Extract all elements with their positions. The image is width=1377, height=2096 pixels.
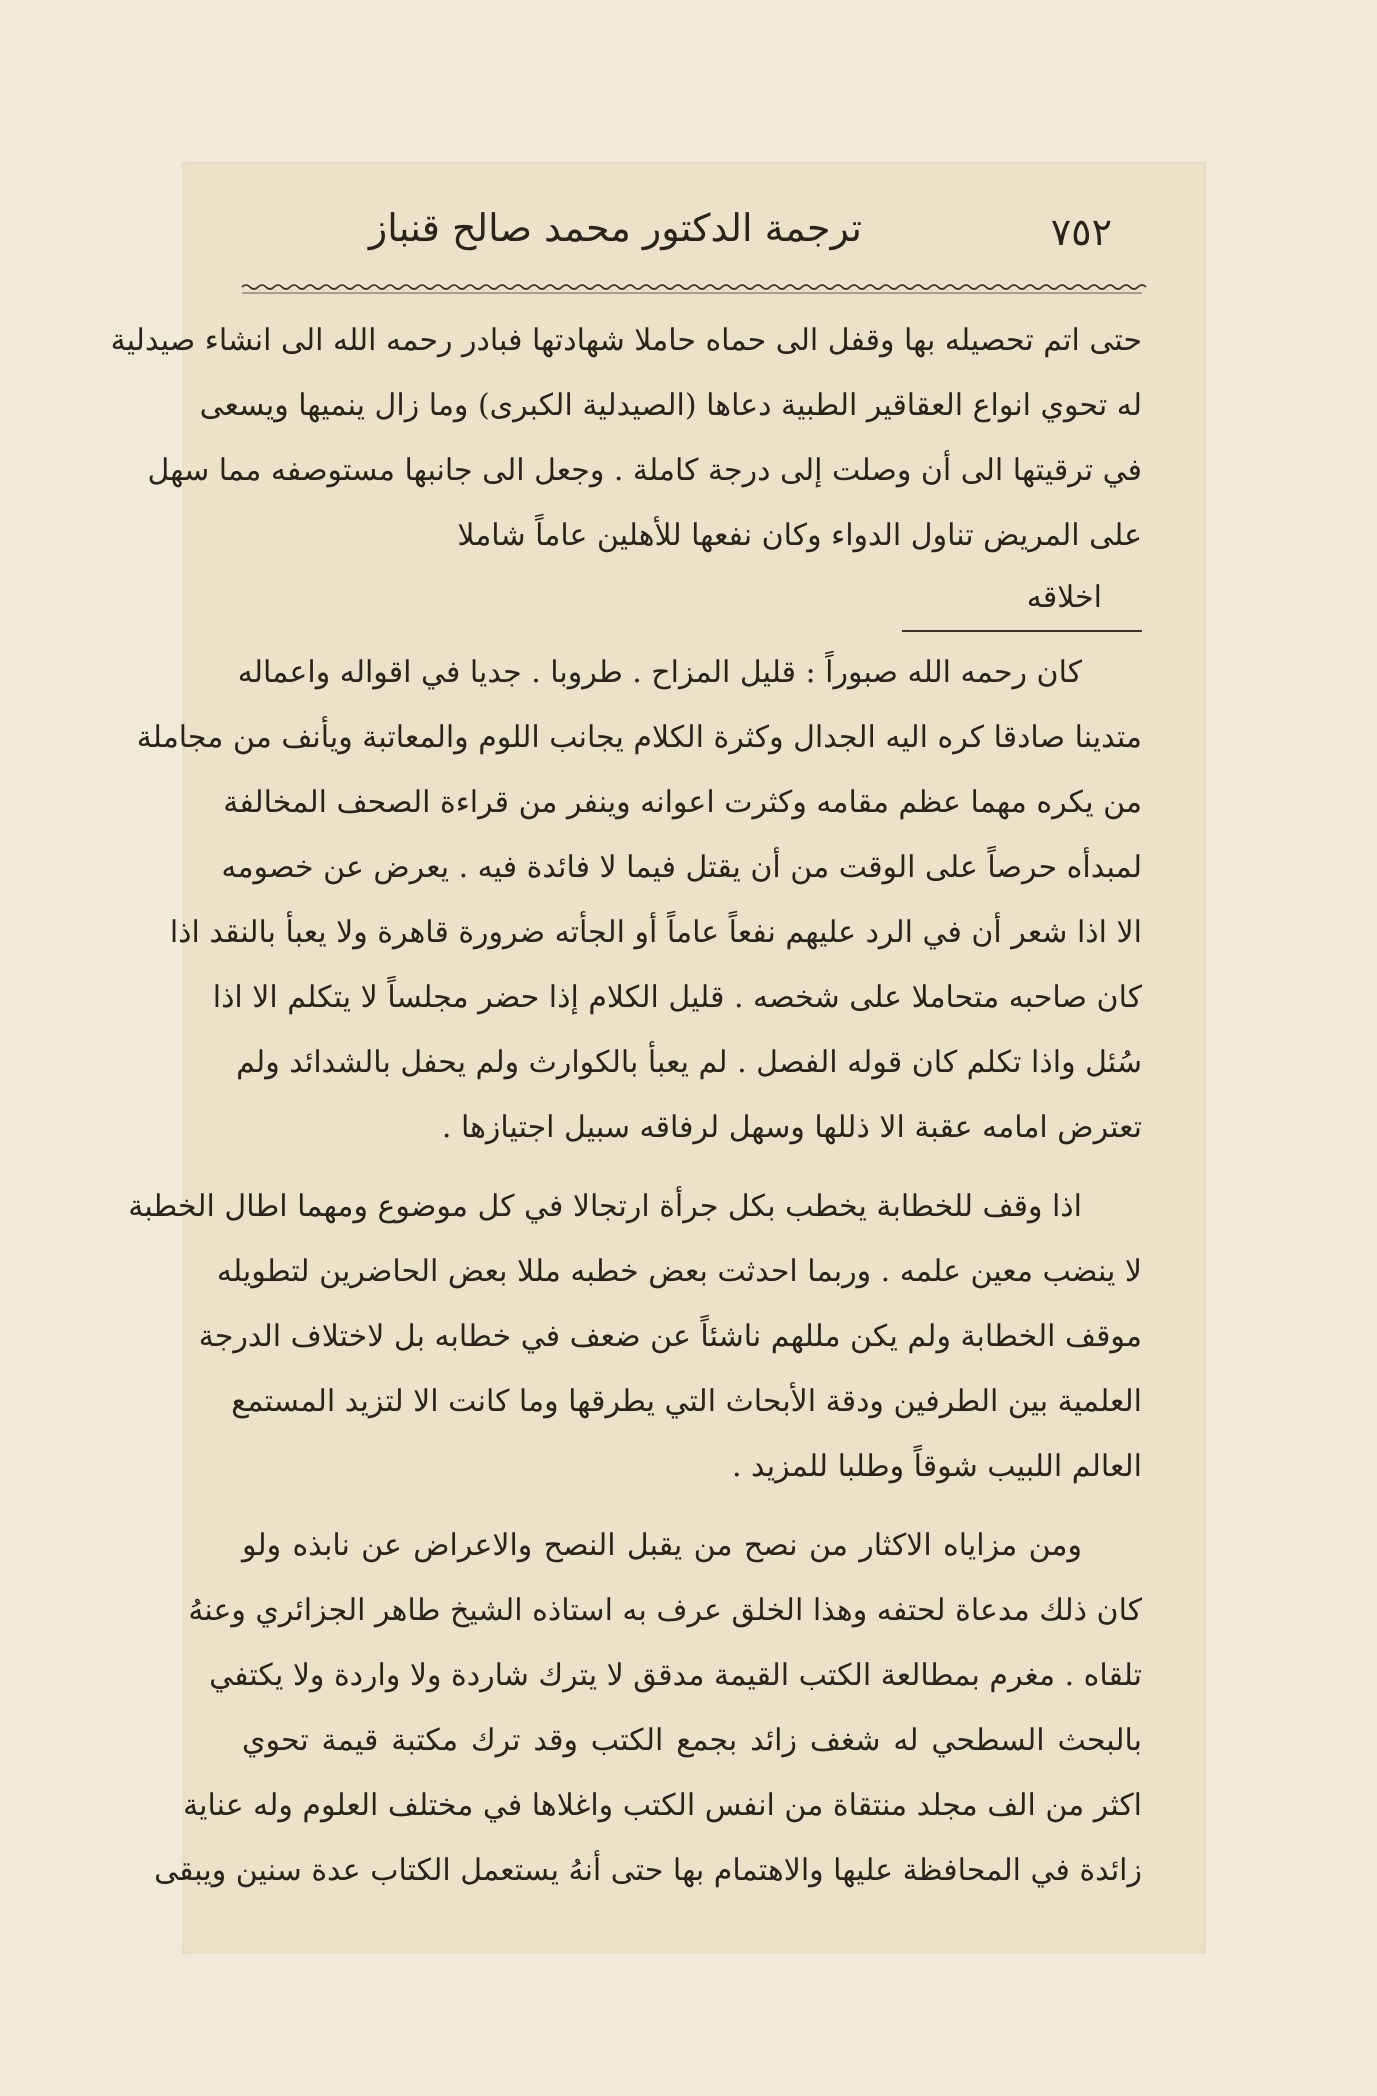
text-line: سُئل واذا تكلم كان قوله الفصل . لم يعبأ بالكوارث ولم يحفل بالشدائد ولم xyxy=(236,1045,1142,1080)
book-page xyxy=(110,162,1206,1954)
text-line: زائدة في المحافظة عليها والاهتمام بها حتى أنهُ يستعمل الكتاب عدة سنين ويبقى xyxy=(154,1853,1142,1888)
text-line: موقف الخطابة ولم يكن مللهم ناشئاً عن ضعف في خطابه بل لاختلاف الدرجة xyxy=(198,1319,1142,1354)
text-line: بالبحث السطحي له شغف زائد بجمع الكتب وقد ترك مكتبة قيمة تحوي xyxy=(242,1723,1142,1758)
text-line: من يكره مهما عظم مقامه وكثرت اعوانه وينفر من قراءة الصحف المخالفة xyxy=(223,785,1142,820)
text-line: لمبدأه حرصاً على الوقت من أن يقتل فيما لا فائدة فيه . يعرض عن خصومه xyxy=(221,850,1142,885)
text-line: العالم اللبيب شوقاً وطلبا للمزيد . xyxy=(731,1449,1142,1484)
text-line: كان ذلك مدعاة لحتفه وهذا الخلق عرف به استاذه الشيخ طاهر الجزائري وعنهُ xyxy=(188,1593,1142,1628)
section-heading: اخلاقه xyxy=(1026,580,1102,615)
text-line: تلقاه . مغرم بمطالعة الكتب القيمة مدقق لا يترك شاردة ولا واردة ولا يكتفي xyxy=(209,1658,1142,1693)
running-title: ترجمة الدكتور محمد صالح قنباز xyxy=(368,206,862,250)
text-line: تعترض امامه عقبة الا ذللها وسهل لرفاقه سبيل اجتيازها . xyxy=(441,1110,1142,1145)
text-line: لا ينضب معين علمه . وربما احدثت بعض خطبه مللا بعض الحاضرين لتطويله xyxy=(216,1254,1142,1289)
text-line: العلمية بين الطرفين ودقة الأبحاث التي يطرقها وما كانت الا لتزيد المستمع xyxy=(231,1384,1142,1419)
text-line: اكثر من الف مجلد منتقاة من انفس الكتب واغلاها في مختلف العلوم وله عناية xyxy=(183,1788,1142,1823)
text-line: حتى اتم تحصيله بها وقفل الى حماه حاملا شهادتها فبادر رحمه الله الى انشاء صيدلية xyxy=(110,323,1142,358)
text-line: كان رحمه الله صبوراً : قليل المزاح . طروبا . جديا في اقواله واعماله xyxy=(237,655,1082,690)
text-line: كان صاحبه متحاملا على شخصه . قليل الكلام إذا حضر مجلساً لا يتكلم الا اذا xyxy=(212,980,1142,1015)
text-line: في ترقيتها الى أن وصلت إلى درجة كاملة . وجعل الى جانبها مستوصفه مما سهل xyxy=(147,453,1142,488)
text-line: له تحوي انواع العقاقير الطبية دعاها (الصيدلية الكبرى) وما زال ينميها ويسعى xyxy=(199,388,1142,423)
paragraph-gap xyxy=(242,1160,1142,1174)
text-line: على المريض تناول الدواء وكان نفعها للأهلين عاماً شاملا xyxy=(457,518,1142,553)
text-line: الا اذا شعر أن في الرد عليهم نفعاً عاماً أو الجأته ضرورة قاهرة ولا يعبأ بالنقد اذا xyxy=(169,915,1142,950)
heading-rule xyxy=(902,630,1142,632)
paragraph-oratory xyxy=(128,1174,1142,1499)
text-line: متدينا صادقا كره اليه الجدال وكثرة الكلام يجانب اللوم والمعاتبة ويأنف من مجاملة xyxy=(136,720,1142,755)
page-header xyxy=(242,200,1142,270)
page-body xyxy=(110,308,1142,1903)
header-wavy-rule xyxy=(242,282,1142,296)
text-line: اذا وقف للخطابة يخطب بكل جرأة ارتجالا في كل موضوع ومهما اطال الخطبة xyxy=(128,1189,1082,1224)
text-line: ومن مزاياه الاكثار من نصح من يقبل النصح والاعراض عن نابذه ولو xyxy=(242,1528,1082,1563)
paragraph-character xyxy=(136,640,1142,1160)
paragraph-virtues xyxy=(154,1513,1142,1903)
paragraph-intro xyxy=(110,308,1142,568)
page-number: ٧٥٢ xyxy=(1050,210,1112,254)
paragraph-gap xyxy=(242,1499,1142,1513)
